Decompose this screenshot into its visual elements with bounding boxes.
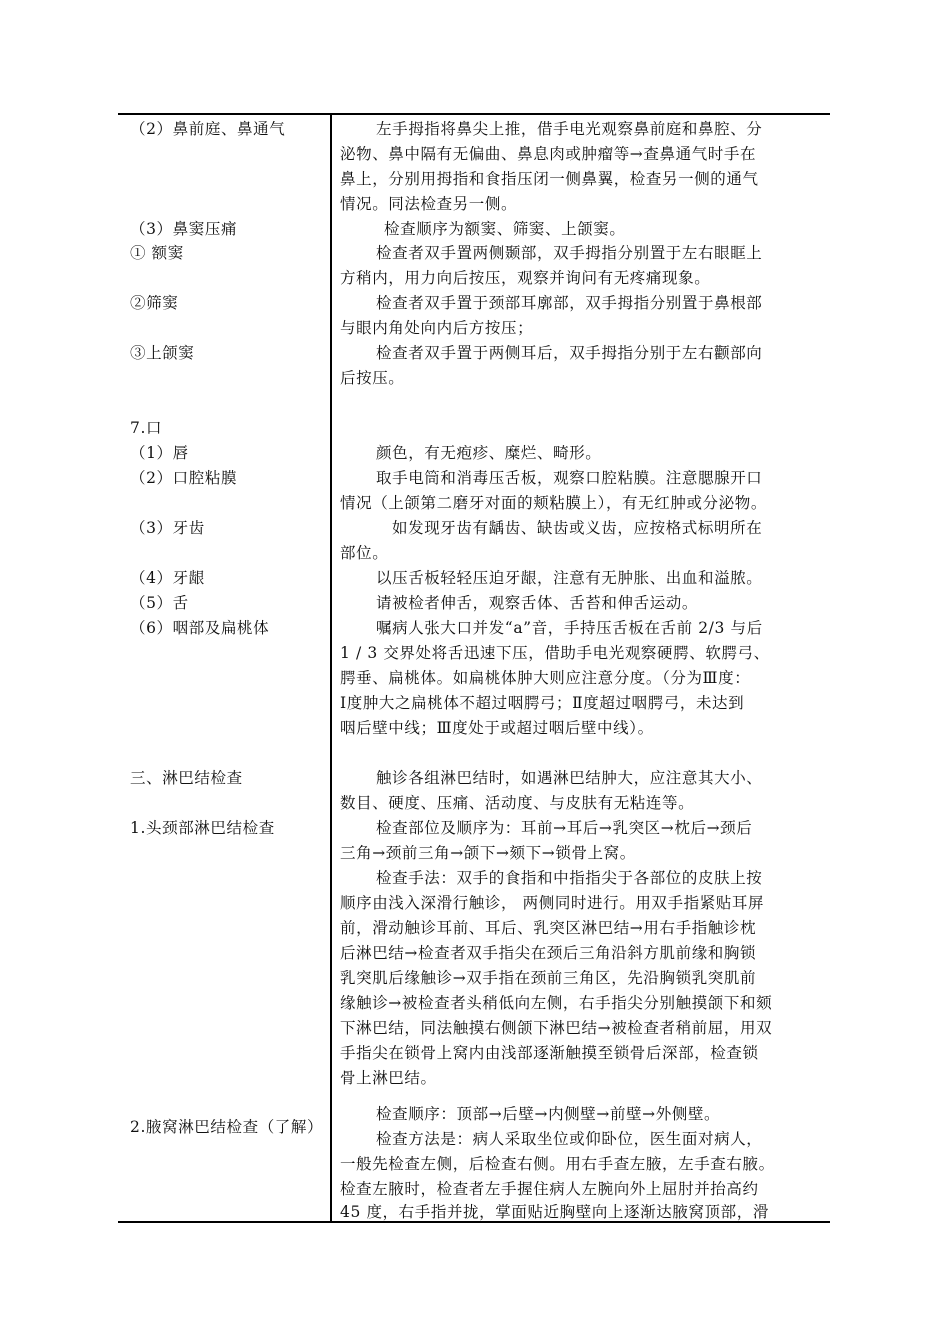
body-line: 如发现牙齿有龋齿、缺齿或义齿，应按格式标明所在: [392, 519, 763, 537]
body-line: 前，滑动触诊耳前、耳后、乳突区淋巴结→用右手指触诊枕: [340, 919, 757, 937]
body-line: 泌物、鼻中隔有无偏曲、鼻息肉或肿瘤等→查鼻通气时手在: [340, 145, 757, 163]
label-head-neck-lymph: 1.头颈部淋巴结检查: [130, 819, 275, 837]
body-line: 检查手法：双手的食指和中指指尖于各部位的皮肤上按: [376, 869, 763, 887]
body-line: 检查者双手置于颈部耳廓部，双手拇指分别置于鼻根部: [376, 294, 763, 312]
body-line: 后按压。: [340, 369, 405, 387]
body-line: 手指尖在锁骨上窝内由浅部逐渐触摸至锁骨后深部，检查锁: [340, 1044, 759, 1062]
body-line: 检查者双手置两侧颞部，双手拇指分别置于左右眼眶上: [376, 244, 763, 262]
label-nasal-vestibule: （2）鼻前庭、鼻通气: [130, 120, 286, 138]
table-column-divider: [330, 113, 332, 1223]
body-line: 乳突肌后缘触诊→双手指在颈前三角区，先沿胸锁乳突肌前: [340, 969, 757, 987]
body-line: 触诊各组淋巴结时，如遇淋巴结肿大，应注意其大小、: [376, 769, 763, 787]
body-line: 检查顺序为额窦、筛窦、上颌窦。: [384, 220, 626, 238]
body-line: 检查左腋时，检查者左手握住病人左腕向外上屈肘并抬高约: [340, 1180, 759, 1198]
body-line: 检查方法是：病人采取坐位或仰卧位，医生面对病人，: [376, 1130, 763, 1148]
body-line: 嘱病人张大口并发“a”音，手持压舌板在舌前 2/3 与后: [376, 619, 763, 637]
body-line: 检查者双手置于两侧耳后，双手拇指分别于左右颧部向: [376, 344, 763, 362]
body-line: 情况（上颌第二磨牙对面的颊粘膜上），有无红肿或分泌物。: [340, 494, 767, 512]
label-oral-mucosa: （2）口腔粘膜: [130, 469, 238, 487]
body-line: 以压舌板轻轻压迫牙龈，注意有无肿胀、出血和溢脓。: [376, 569, 763, 587]
body-line: 顺序由浅入深滑行触诊， 两侧同时进行。用双手指紧贴耳屏: [340, 894, 765, 912]
body-line: 45 度，右手指并拢，掌面贴近胸壁向上逐渐达腋窝顶部，滑: [340, 1203, 769, 1221]
body-line: 检查部位及顺序为：耳前→耳后→乳突区→枕后→颈后: [376, 819, 753, 837]
body-line: 情况。同法检查另一侧。: [340, 195, 518, 213]
body-line: 缘触诊→被检查者头稍低向左侧，右手指尖分别触摸颌下和颏: [340, 994, 773, 1012]
label-gums: （4）牙龈: [130, 569, 205, 587]
label-pharynx-tonsils: （6）咽部及扁桃体: [130, 619, 270, 637]
body-line: 腭垂、扁桃体。如扁桃体肿大则应注意分度。（分为Ⅲ度：: [340, 669, 751, 687]
label-axillary-lymph: 2.腋窝淋巴结检查（了解）: [130, 1118, 324, 1136]
label-mouth: 7.口: [130, 419, 163, 437]
label-lymph-node-exam: 三、淋巴结检查: [130, 769, 243, 787]
body-line: 一般先检查左侧，后检查右侧。用右手查左腋，左手查右腋。: [340, 1155, 775, 1173]
label-sinus-tenderness: （3）鼻窦压痛: [130, 220, 238, 238]
body-line: 检查顺序：顶部→后壁→内侧壁→前壁→外侧壁。: [376, 1105, 721, 1123]
body-line: 请被检者伸舌，观察舌体、舌苔和伸舌运动。: [376, 594, 699, 612]
label-ethmoid-sinus: ②筛窦: [130, 294, 179, 312]
body-line: 数目、硬度、压痛、活动度、与皮肤有无粘连等。: [340, 794, 695, 812]
body-line: 颜色，有无疱疹、糜烂、畸形。: [376, 444, 602, 462]
body-line: 三角→颈前三角→颌下→颏下→锁骨上窝。: [340, 844, 636, 862]
body-line: 与眼内角处向内后方按压；: [340, 319, 534, 337]
body-line: 后淋巴结→检查者双手指尖在颈后三角沿斜方肌前缘和胸锁: [340, 944, 757, 962]
body-line: 左手拇指将鼻尖上推，借手电光观察鼻前庭和鼻腔、分: [376, 120, 763, 138]
body-line: 咽后壁中线；Ⅲ度处于或超过咽后壁中线）。: [340, 719, 654, 737]
body-line: 方稍内，用力向后按压，观察并询问有无疼痛现象。: [340, 269, 711, 287]
body-line: 取手电筒和消毒压舌板，观察口腔粘膜。注意腮腺开口: [376, 469, 763, 487]
label-teeth: （3）牙齿: [130, 519, 205, 537]
body-line: Ⅰ度肿大之扁桃体不超过咽腭弓；Ⅱ度超过咽腭弓，未达到: [340, 694, 745, 712]
label-maxillary-sinus: ③上颌窦: [130, 344, 195, 362]
body-line: 鼻上，分别用拇指和食指压闭一侧鼻翼，检查另一侧的通气: [340, 170, 759, 188]
body-line: 下淋巴结，同法触摸右侧颌下淋巴结→被检查者稍前屈，用双: [340, 1019, 773, 1037]
label-frontal-sinus: ① 额窦: [130, 244, 184, 262]
label-tongue: （5）舌: [130, 594, 189, 612]
label-lips: （1）唇: [130, 444, 189, 462]
table-top-border: [118, 113, 830, 115]
body-line: 1 / 3 交界处将舌迅速下压，借助手电光观察硬腭、软腭弓、: [340, 644, 770, 662]
body-line: 骨上淋巴结。: [340, 1069, 437, 1087]
body-line: 部位。: [340, 544, 389, 562]
